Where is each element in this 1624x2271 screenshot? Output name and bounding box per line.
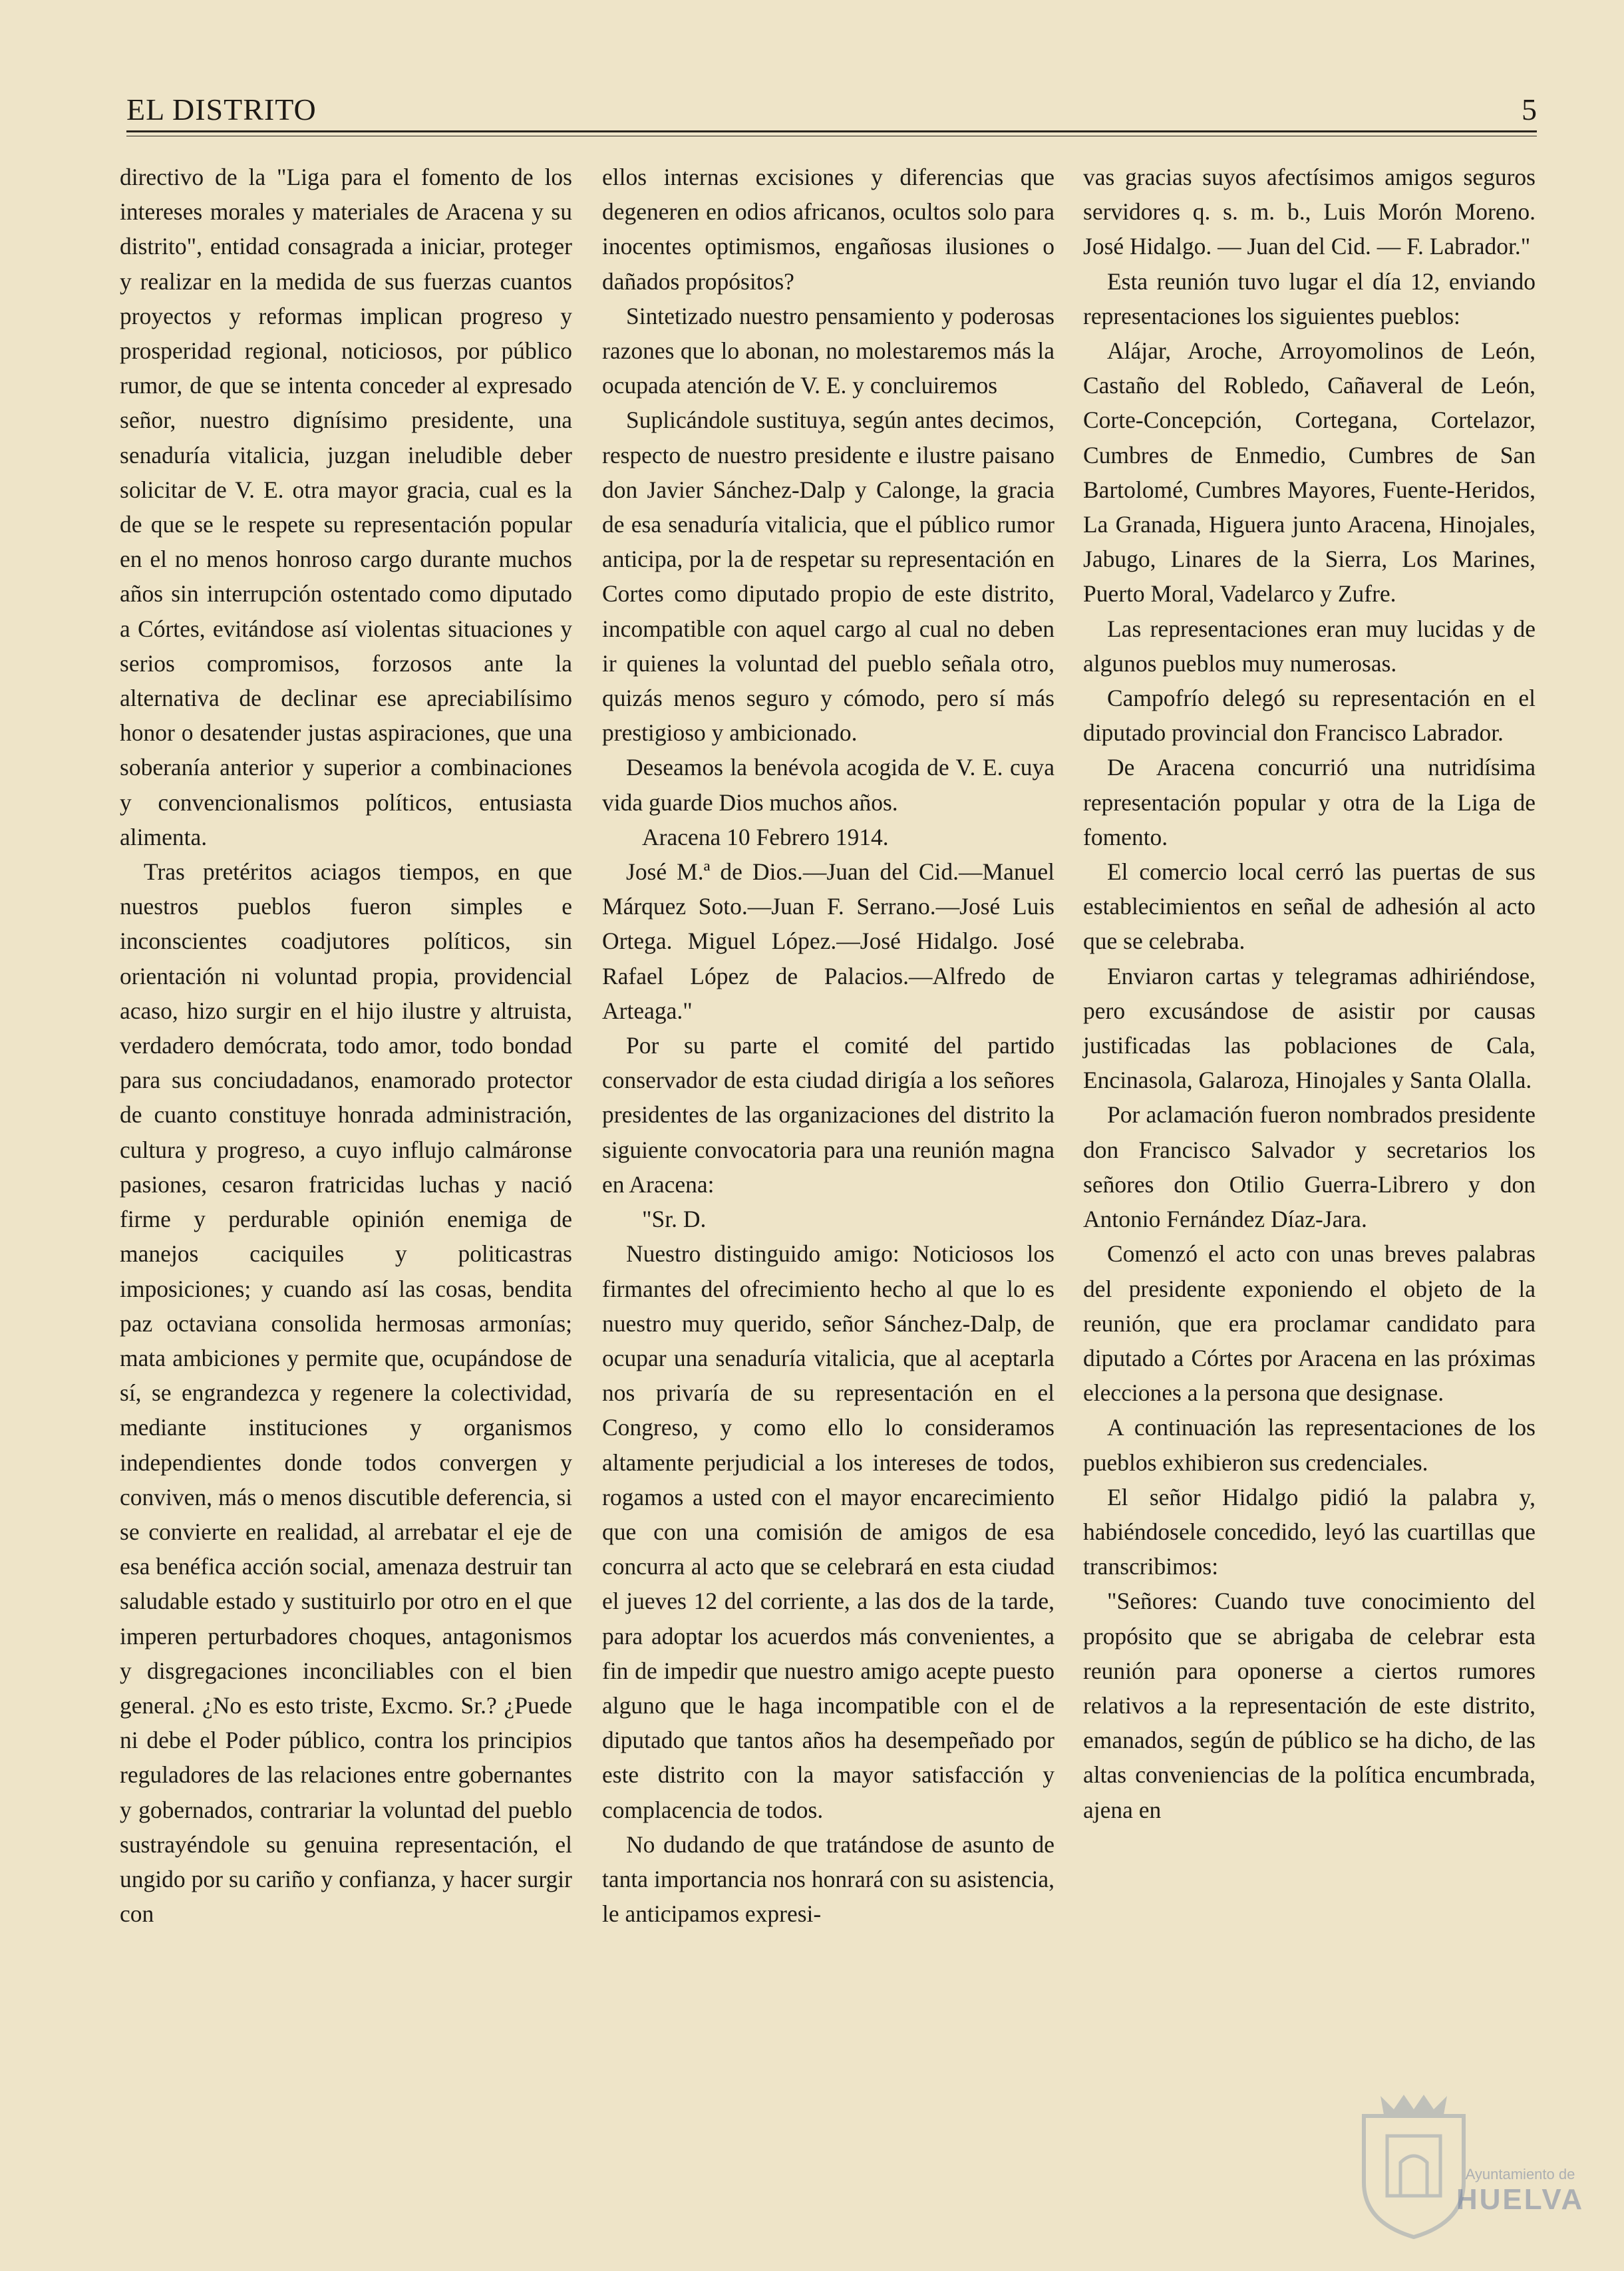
- paragraph: Las representaciones eran muy lucidas y de algunos pueblos muy numerosas.: [1083, 615, 1536, 677]
- paragraph: Alájar, Aroche, Arroyomolinos de León, Castaño del Robledo, Cañaveral de León, Corte-Concepción, Cortegana, Cortelazor, Cumbres de Enmedio, Cumbres de San Bartolomé, Cumbres Mayores, Fuente-Heridos, La Granada, Higuera junto Aracena, Hinojales, Jabugo, Linares de la Sierra, Los Marines, Puerto Moral, Vadelarco y Zufre.: [1083, 337, 1536, 608]
- paragraph: Campofrío delegó su representación en el diputado provincial don Francisco Labrador.: [1083, 685, 1536, 747]
- paragraph: Comenzó el acto con unas breves palabras del presidente exponiendo el objeto de la reunión, que era proclamar candidato para diputado a Córtes por Aracena en las próximas elecciones a la persona que designase.: [1083, 1240, 1536, 1407]
- page-header: [126, 92, 1537, 132]
- signatories: José M.ª de Dios.—Juan del Cid.—Manuel Márquez Soto.—Juan F. Serrano.—José Luis Ortega. Miguel López.—José Hidalgo. José Rafael López de Palacios.—Alfredo de Arteaga.": [602, 858, 1055, 1024]
- column-1: [120, 160, 572, 1931]
- page-number: 5: [1522, 92, 1537, 126]
- salutation: "Sr. D.: [642, 1206, 707, 1233]
- column-2: [602, 160, 1055, 1931]
- paragraph: Sintetizado nuestro pensamiento y poderosas razones que lo abonan, no molestaremos más la ocupada atención de V. E. y concluiremos: [602, 302, 1055, 399]
- paragraph: vas gracias suyos afectísimos amigos seguros servidores q. s. m. b., Luis Morón Moreno. José Hidalgo. — Juan del Cid. — F. Labrador.": [1083, 164, 1536, 260]
- dateline: Aracena 10 Febrero 1914.: [642, 823, 889, 850]
- column-3: [1083, 160, 1536, 1827]
- paragraph: De Aracena concurrió una nutridísima representación popular y otra de la Liga de fomento.: [1083, 754, 1536, 850]
- watermark-line2: HUELVA: [1456, 2183, 1585, 2216]
- newspaper-title: EL DISTRITO: [126, 92, 317, 126]
- paragraph: Esta reunión tuvo lugar el día 12, enviando representaciones los siguientes pueblos:: [1083, 267, 1536, 329]
- paragraph: Tras pretéritos aciagos tiempos, en que nuestros pueblos fueron simples e inconscientes coadjutores políticos, sin orientación ni voluntad propia, providencial acaso, hizo surgir en el hijo ilustre y altruista, verdadero demócrata, todo amor, todo bondad para sus conciudadanos, enamorado protector de cuanto constituye honrada administración, cultura y progreso, a cuyo influjo calmáronse pasiones, cesaron fratricidas luchas y nació firme y perdurable opinión enemiga de manejos caciquiles y politicastras imposiciones; y cuando así las cosas, bendita paz octaviana consolida hermosas armonías; mata ambiciones y permite que, ocupándose de sí, se engrandezca y regenere la colectividad, mediante instituciones y organismos independientes donde todos convergen y conviven, más o menos discutible deferencia, si se convierte en realidad, al arrebatar el eje de esa benéfica acción social, amenaza destruir tan saludable estado y sustituirlo por otro en el que imperen perturbadores choques, antagonismos y disgregaciones inconciliables con el bien general. ¿No es esto triste, Excmo. Sr.? ¿Puede ni debe el Poder público, contra los principios reguladores de las relaciones entre gobernantes y gobernados, contrariar la voluntad del pueblo sustrayéndole su genuina representación, el ungido por su cariño y confianza, y hacer surgir con: [120, 858, 572, 1928]
- paragraph: Nuestro distinguido amigo: Noticiosos los firmantes del ofrecimiento hecho al que lo es nuestro muy querido, señor Sánchez-Dalp, de ocupar una senaduría vitalicia, que al aceptarla nos privaría de su representación en el Congreso, y como ello lo consideramos altamente perjudicial a los intereses de todos, rogamos a usted con el mayor encarecimiento que con una comisión de amigos de esa concurra al acto que se celebrará en esta ciudad el jueves 12 del corriente, a las dos de la tarde, para adoptar los acuerdos más convenientes, a fin de impedir que nuestro amigo acepte puesto alguno que le haga incompatible con el de diputado que tantos años ha desempeñado por este distrito con la mayor satisfacción y complacencia de todos.: [602, 1240, 1055, 1823]
- paragraph: Enviaron cartas y telegramas adhiriéndose, pero excusándose de asistir por causas justificadas las poblaciones de Cala, Encinasola, Galaroza, Hinojales y Santa Olalla.: [1083, 962, 1536, 1094]
- paragraph: Por su parte el comité del partido conservador de esta ciudad dirigía a los señores presidentes de las organizaciones del distrito la siguiente convocatoria para una reunión magna en Aracena:: [602, 1032, 1055, 1198]
- header-rule-thick: [126, 130, 1537, 132]
- paragraph: "Señores: Cuando tuve conocimiento del propósito que se abrigaba de celebrar esta reunión para oponerse a ciertos rumores relativos a la representación de este distrito, emanados, según de público se ha dicho, de las altas conveniencias de la política encumbrada, ajena en: [1083, 1588, 1536, 1823]
- paragraph: ellos internas excisiones y diferencias que degeneren en odios africanos, ocultos solo para inocentes optimismos, engañosas ilusiones o dañados propósitos?: [602, 164, 1055, 295]
- paragraph: Deseamos la benévola acogida de V. E. cuya vida guarde Dios muchos años.: [602, 754, 1055, 816]
- paragraph: No dudando de que tratándose de asunto de tanta importancia nos honrará con su asistencia, le anticipamos expresi-: [602, 1831, 1055, 1928]
- paragraph: A continuación las representaciones de los pueblos exhibieron sus credenciales.: [1083, 1414, 1536, 1476]
- watermark-line1: Ayuntamiento de: [1465, 2166, 1575, 2183]
- paragraph: El comercio local cerró las puertas de sus establecimientos en señal de adhesión al acto que se celebraba.: [1083, 858, 1536, 955]
- paragraph: Suplicándole sustituya, según antes decimos, respecto de nuestro presidente e ilustre paisano don Javier Sánchez-Dalp y Calonge, la gracia de esa senaduría vitalicia, que el público rumor anticipa, por la de respetar su representación en Cortes como diputado propio de este distrito, incompatible con aquel cargo al cual no deben ir quienes la voluntad del pueblo señala otro, quizás menos seguro y cómodo, pero sí más prestigioso y ambicionado.: [602, 407, 1055, 747]
- paragraph: Por aclamación fueron nombrados presidente don Francisco Salvador y secretarios los señores don Otilio Guerra-Librero y don Antonio Fernández Díaz-Jara.: [1083, 1101, 1536, 1233]
- archive-watermark: [1440, 2166, 1600, 2216]
- paragraph: directivo de la "Liga para el fomento de los intereses morales y materiales de Aracena y su distrito", entidad consagrada a iniciar, proteger y realizar en la medida de sus fuerzas cuantos proyectos y reformas implican progreso y prosperidad regional, noticiosos, por público rumor, de que se intenta conceder al expresado señor, nuestro dignísimo presidente, una senaduría vitalicia, juzgan ineludible deber solicitar de V. E. otra mayor gracia, cual es la de que se le respete su representación popular en el no menos honroso cargo durante muchos años sin interrupción ostentado como diputado a Córtes, evitándose así violentas situaciones y serios compromisos, forzosos ante la alternativa de declinar ese apreciabilísimo honor o desatender justas aspiraciones, que una soberanía anterior y superior a combinaciones y convencionalismos políticos, entusiasta alimenta.: [120, 164, 572, 850]
- paragraph: El señor Hidalgo pidió la palabra y, habiéndosele concedido, leyó las cuartillas que transcribimos:: [1083, 1483, 1536, 1580]
